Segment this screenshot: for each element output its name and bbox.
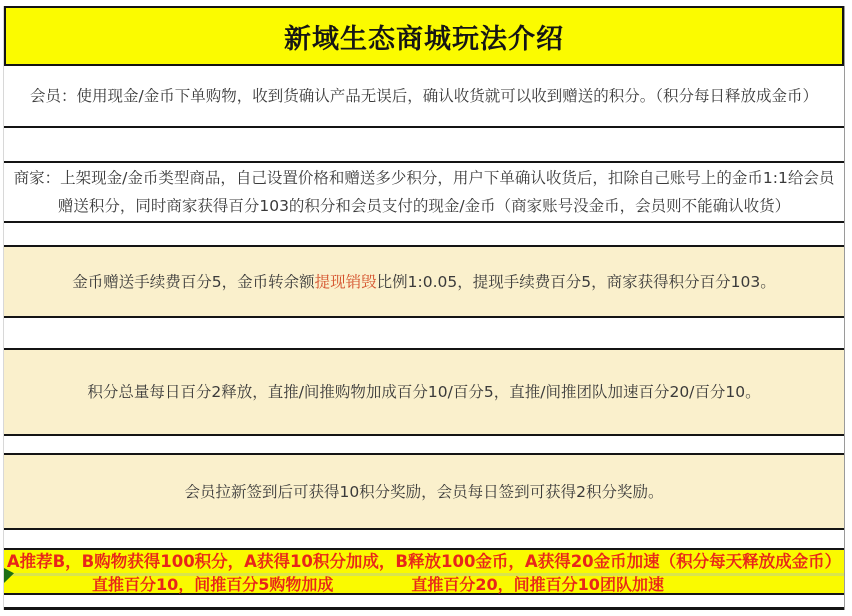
row-divider (4, 128, 844, 163)
row-divider (4, 318, 844, 350)
mall-rules-table (3, 6, 845, 610)
footer-bonus-right: 直推百分20，间推百分10团队加速 (411, 574, 664, 594)
row-divider (4, 223, 844, 247)
rule-row-merchant (4, 163, 844, 223)
row-divider (4, 530, 844, 550)
row-divider (4, 436, 844, 455)
rule-row-merchant-text: 商家：上架现金/金币类型商品，自己设置价格和赠送多少积分，用户下单确认收货后，扣除自己账号上的金币1:1给会员赠送积分，同时商家获得百分103的积分和会员支付的现金/金币（商家账号没金币，会员则不能确认收货） (13, 169, 835, 215)
rule-row-signin-reward (4, 455, 844, 530)
rule-row-member-text: 会员：使用现金/金币下单购物，收到货确认产品无误后，确认收货就可以收到赠送的积分。（积分每日释放成金币） (30, 87, 818, 105)
page-title-text: 新域生态商城玩法介绍 (284, 23, 564, 55)
rule-row-signin-reward-text: 会员拉新签到后可获得10积分奖励，会员每日签到可获得2积分奖励。 (184, 482, 664, 501)
page-title (4, 6, 844, 66)
footer-referral-text: A推荐B，B购物获得100积分，A获得10积分加成，B释放100金币，A获得20金币加速（积分每天释放成金币） (6, 552, 842, 571)
footer-referral-line (4, 550, 844, 573)
footer-bonus-line (4, 576, 844, 595)
bottom-gap (4, 595, 844, 607)
rule-row-points-release-text: 积分总量每日百分2释放，直推/间推购物加成百分10/百分5，直推/间推团队加速百分20/百分10。 (87, 383, 761, 401)
footer-bonus-left: 直推百分10，间推百分5购物加成 (92, 574, 334, 594)
rule-row-gold-fee-text (72, 268, 775, 296)
rule-row-gold-fee (4, 247, 844, 318)
gold-fee-post: 比例1:0.05，提现手续费百分5，商家获得积分百分103。 (376, 272, 776, 291)
rule-row-member (4, 66, 844, 128)
bottom-rule-line (4, 607, 844, 610)
rule-row-points-release (4, 350, 844, 436)
gold-fee-highlight: 提现销毁 (314, 272, 377, 291)
gold-fee-pre: 金币赠送手续费百分5，金币转余额 (72, 272, 315, 291)
